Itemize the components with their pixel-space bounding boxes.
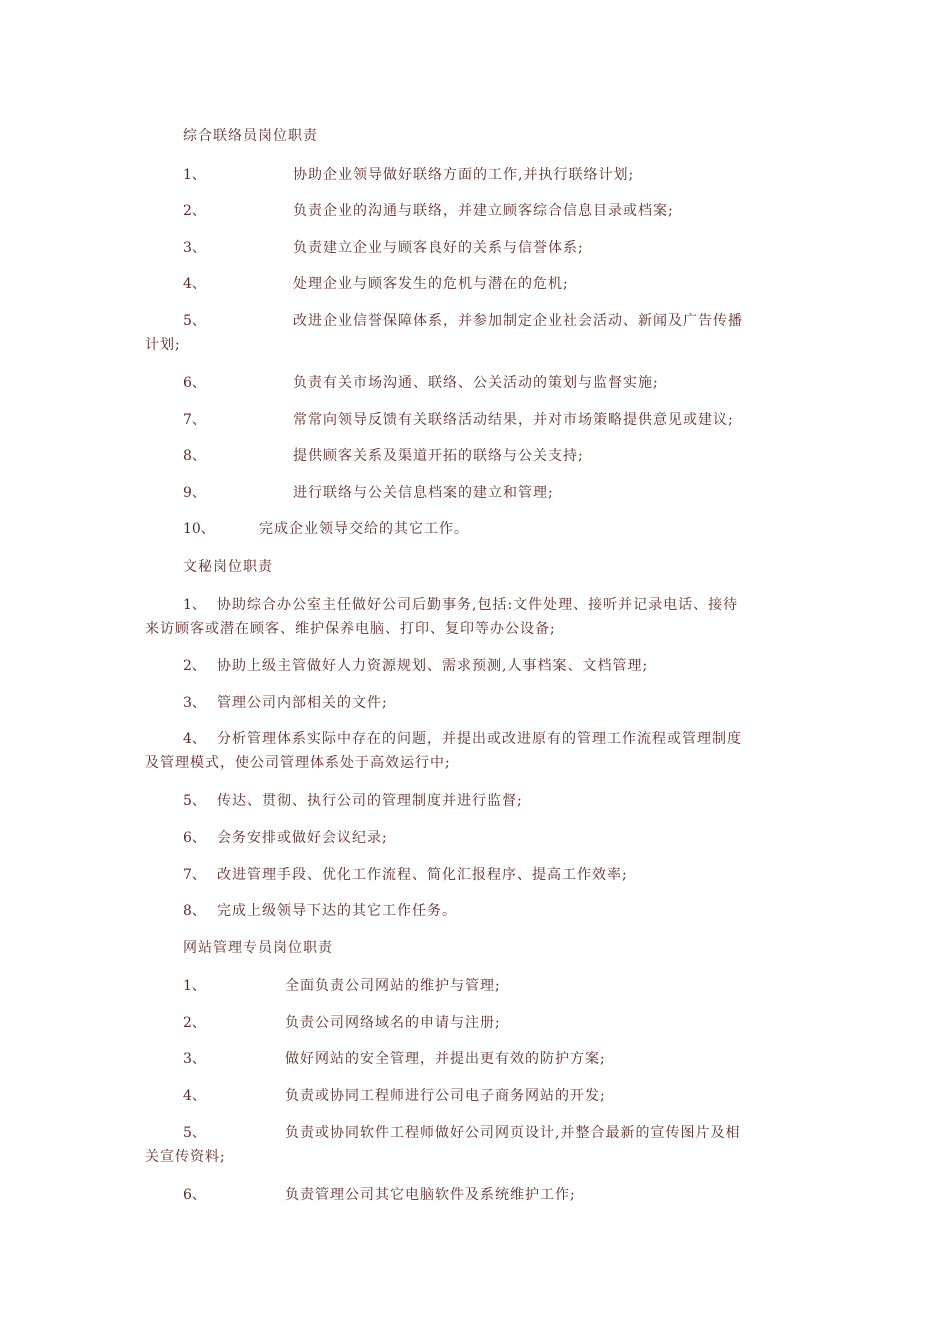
item-text: 负责建立企业与顾客良好的关系与信誉体系; (293, 240, 584, 256)
list-item (145, 896, 805, 926)
item-text: 负责公司网络域名的申请与注册; (285, 1015, 501, 1031)
item-number: 5、 (183, 1125, 206, 1141)
item-number: 3、 (183, 695, 206, 711)
item-number: 2、 (183, 658, 206, 674)
item-number: 6、 (183, 830, 206, 846)
list-item (145, 196, 805, 226)
item-text: 做好网站的安全管理，并提出更有效的防护方案; (285, 1051, 606, 1067)
item-text: 改进企业信誉保障体系，并参加制定企业社会活动、新闻及广告传播 (293, 313, 743, 329)
item-number: 6、 (183, 1187, 206, 1203)
item-text: 负责或协同软件工程师做好公司网页设计,并整合最新的宣传图片及相 (285, 1125, 741, 1141)
item-text: 管理公司内部相关的文件; (217, 695, 388, 711)
item-text: 改进管理手段、优化工作流程、简化汇报程序、提高工作效率; (217, 867, 628, 883)
item-number: 2、 (183, 203, 206, 219)
item-text: 完成企业领导交给的其它工作。 (259, 521, 469, 537)
item-text: 传达、贯彻、执行公司的管理制度并进行监督; (217, 793, 523, 809)
item-number: 10、 (183, 521, 215, 537)
list-item (145, 1044, 805, 1074)
item-number: 4、 (183, 1088, 206, 1104)
item-number: 5、 (183, 793, 206, 809)
item-text: 进行联络与公关信息档案的建立和管理; (293, 485, 554, 501)
item-number: 4、 (183, 731, 206, 747)
item-number: 6、 (183, 375, 206, 391)
item-text: 负责有关市场沟通、联络、公关活动的策划与监督实施; (293, 375, 659, 391)
list-item (145, 405, 805, 435)
list-item (145, 160, 805, 190)
item-number: 4、 (183, 276, 206, 292)
item-number: 9、 (183, 485, 206, 501)
item-text-continuation: 来访顾客或潜在顾客、维护保养电脑、打印、复印等办公设备; (145, 621, 556, 637)
item-text-continuation: 关宣传资料; (145, 1149, 226, 1165)
item-number: 7、 (183, 867, 206, 883)
list-item (145, 971, 805, 1001)
list-item (145, 1118, 805, 1165)
item-text-continuation: 及管理模式，使公司管理体系处于高效运行中; (145, 755, 451, 771)
item-number: 1、 (183, 167, 206, 183)
list-item (145, 514, 805, 544)
item-text-continuation: 计划; (145, 337, 181, 353)
item-text: 协助综合办公室主任做好公司后勤事务,包括:文件处理、接听并记录电话、接待 (217, 597, 739, 613)
item-text: 负责企业的沟通与联络，并建立顾客综合信息目录或档案; (293, 203, 674, 219)
list-item (145, 786, 805, 816)
list-item (145, 688, 805, 718)
list-item (145, 368, 805, 398)
item-number: 8、 (183, 903, 206, 919)
list-item (145, 823, 805, 853)
item-text: 会务安排或做好会议纪录; (217, 830, 388, 846)
list-item (145, 1008, 805, 1038)
list-item (145, 860, 805, 890)
list-item (145, 724, 805, 771)
list-item (145, 651, 805, 681)
section-title: 文秘岗位职责 (183, 559, 273, 575)
item-text: 分析管理体系实际中存在的问题，并提出或改进原有的管理工作流程或管理制度 (217, 731, 742, 747)
item-number: 7、 (183, 412, 206, 428)
item-number: 3、 (183, 240, 206, 256)
item-number: 3、 (183, 1051, 206, 1067)
list-item (145, 269, 805, 299)
item-number: 8、 (183, 448, 206, 464)
item-number: 5、 (183, 313, 206, 329)
list-item (145, 590, 805, 637)
item-text: 常常向领导反馈有关联络活动结果，并对市场策略提供意见或建议; (293, 412, 734, 428)
item-number: 1、 (183, 978, 206, 994)
item-number: 2、 (183, 1015, 206, 1031)
item-text: 提供顾客关系及渠道开拓的联络与公关支持; (293, 448, 584, 464)
item-number: 1、 (183, 597, 206, 613)
list-item (145, 233, 805, 263)
section-title: 综合联络员岗位职责 (183, 128, 318, 144)
list-item (145, 1180, 805, 1210)
list-item (145, 441, 805, 471)
item-text: 负责或协同工程师进行公司电子商务网站的开发; (285, 1088, 606, 1104)
section-title: 网站管理专员岗位职责 (183, 940, 333, 956)
item-text: 处理企业与顾客发生的危机与潜在的危机; (293, 276, 569, 292)
item-text: 负责管理公司其它电脑软件及系统维护工作; (285, 1187, 576, 1203)
list-item (145, 478, 805, 508)
item-text: 全面负责公司网站的维护与管理; (285, 978, 501, 994)
list-item (145, 306, 805, 353)
list-item (145, 1081, 805, 1111)
item-text: 协助上级主管做好人力资源规划、需求预测,人事档案、文档管理; (217, 658, 649, 674)
item-text: 协助企业领导做好联络方面的工作,并执行联络计划; (293, 167, 635, 183)
item-text: 完成上级领导下达的其它工作任务。 (217, 903, 457, 919)
